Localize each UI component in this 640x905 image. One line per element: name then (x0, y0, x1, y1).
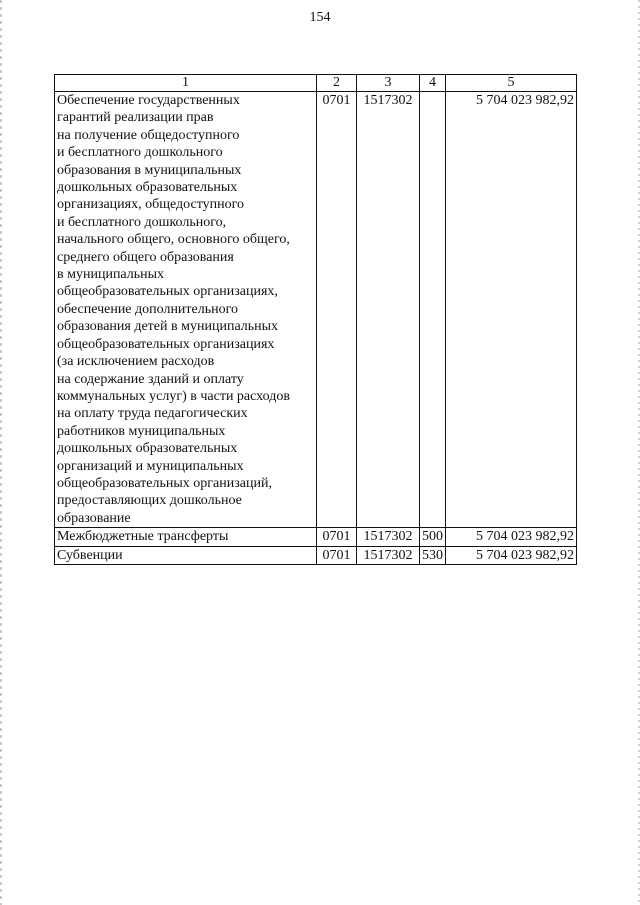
table-row (55, 546, 577, 564)
column-number-4: 4 (420, 75, 446, 92)
row-name-line: и бесплатного дошкольного, (57, 214, 227, 230)
row-name-line: обеспечение дополнительного (57, 301, 239, 317)
table-row (55, 92, 577, 528)
row-name-line: общеобразовательных организаций, (57, 475, 272, 491)
row-name-cell (55, 528, 317, 546)
column-number-1: 1 (55, 75, 317, 92)
row-name-line: Обеспечение государственных (57, 93, 240, 108)
column-number-5: 5 (446, 75, 577, 92)
column-number-row (55, 75, 577, 92)
row-name-cell (55, 92, 317, 528)
column-number-2: 2 (317, 75, 357, 92)
row-name-line: общеобразовательных организациях, (57, 284, 278, 300)
row-name-line: в муниципальных (57, 267, 165, 283)
target-code-cell: 1517302 (357, 546, 420, 564)
scan-edge-left (0, 0, 2, 905)
row-name-line: образования в муниципальных (57, 162, 242, 178)
row-name-line: коммунальных услуг) в части расходов (57, 388, 290, 404)
amount-cell: 5 704 023 982,92 (446, 92, 577, 528)
row-name-line: и бесплатного дошкольного (57, 145, 223, 161)
section-code-cell: 0701 (317, 546, 357, 564)
expense-type-cell: 530 (420, 546, 446, 564)
row-name-line: организаций и муниципальных (57, 458, 244, 474)
row-name-line: на содержание зданий и оплату (57, 371, 244, 387)
row-name-line: предоставляющих дошкольное (57, 493, 242, 509)
row-name-line: гарантий реализации прав (57, 110, 214, 126)
row-name-line: начального общего, основного общего, (57, 232, 290, 248)
budget-table (54, 74, 577, 565)
row-name-cell (55, 546, 317, 564)
row-name-line: образование (57, 510, 131, 526)
row-name-line: на получение общедоступного (57, 127, 240, 143)
row-name-line: образования детей в муниципальных (57, 319, 279, 335)
row-name-line: Межбюджетные трансферты (57, 529, 229, 545)
section-code-cell: 0701 (317, 92, 357, 528)
amount-cell: 5 704 023 982,92 (446, 528, 577, 546)
row-name-line: дошкольных образовательных (57, 441, 238, 457)
target-code-cell: 1517302 (357, 92, 420, 528)
expense-type-cell (420, 92, 446, 528)
row-name-line: организациях, общедоступного (57, 197, 245, 213)
row-name-line: на оплату труда педагогических (57, 406, 248, 422)
row-name-line: (за исключением расходов (57, 354, 215, 370)
expense-type-cell: 500 (420, 528, 446, 546)
row-name-line: общеобразовательных организациях (57, 336, 275, 352)
row-name-line: среднего общего образования (57, 249, 234, 265)
amount-cell: 5 704 023 982,92 (446, 546, 577, 564)
table-row (55, 528, 577, 546)
target-code-cell: 1517302 (357, 528, 420, 546)
row-name-line: дошкольных образовательных (57, 180, 238, 196)
page-number: 154 (309, 10, 331, 25)
column-number-3: 3 (357, 75, 420, 92)
row-name-line: работников муниципальных (57, 423, 226, 439)
row-name-line: Субвенции (57, 547, 123, 563)
section-code-cell: 0701 (317, 528, 357, 546)
